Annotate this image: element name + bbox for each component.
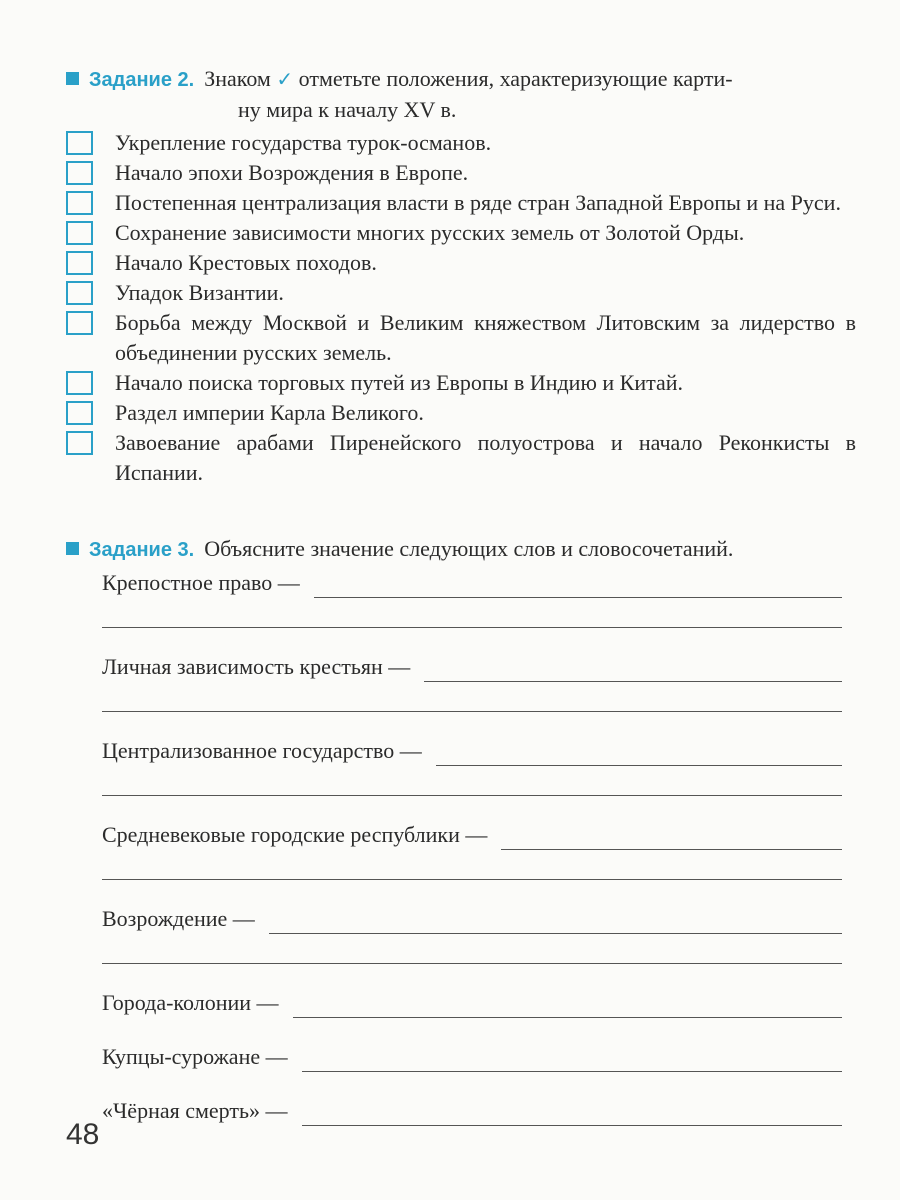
task-2-text-before: Знаком	[204, 66, 271, 91]
definition-row	[102, 988, 842, 1018]
statement-text: Постепенная централизация власти в ряде стран Западной Европы и на Руси.	[115, 190, 841, 215]
list-item	[66, 218, 856, 248]
answer-line[interactable]	[501, 827, 842, 850]
list-item	[66, 428, 856, 488]
answer-checkbox[interactable]	[66, 161, 93, 185]
task-2-heading	[66, 64, 866, 95]
answer-checkbox[interactable]	[66, 401, 93, 425]
answer-checkbox[interactable]	[66, 221, 93, 245]
answer-checkbox[interactable]	[66, 251, 93, 275]
answer-checkbox[interactable]	[66, 131, 93, 155]
answer-line[interactable]	[102, 850, 842, 880]
definition-term: «Чёрная смерть» —	[102, 1098, 288, 1123]
definition-term: Города-колонии —	[102, 990, 279, 1015]
task-3-definitions	[102, 568, 842, 1126]
definition-term: Крепостное право —	[102, 570, 300, 595]
list-item	[66, 248, 856, 278]
answer-line[interactable]	[269, 911, 842, 934]
task-3-text: Объясните значение следующих слов и словосочетаний.	[204, 536, 734, 561]
answer-line[interactable]	[302, 1103, 842, 1126]
statement-text: Сохранение зависимости многих русских земель от Золотой Орды.	[115, 220, 745, 245]
answer-checkbox[interactable]	[66, 311, 93, 335]
definition-row	[102, 1042, 842, 1072]
statement-text: Начало эпохи Возрождения в Европе.	[115, 160, 469, 185]
definition-row	[102, 652, 842, 682]
task-2-text-line1: отметьте положения, характеризующие карти-	[298, 66, 733, 91]
statement-text: Раздел империи Карла Великого.	[115, 400, 424, 425]
task-3-label: Задание 3.	[89, 539, 195, 561]
answer-checkbox[interactable]	[66, 431, 93, 455]
answer-line[interactable]	[424, 659, 842, 682]
answer-checkbox[interactable]	[66, 371, 93, 395]
definition-term: Личная зависимость крестьян —	[102, 654, 411, 679]
list-item	[66, 128, 856, 158]
answer-line[interactable]	[293, 995, 842, 1018]
list-item	[66, 368, 856, 398]
statement-text: Упадок Византии.	[115, 280, 284, 305]
definition-term: Централизованное государство —	[102, 738, 422, 763]
definition-term: Средневековые городские республики —	[102, 822, 488, 847]
statement-text: Борьба между Москвой и Великим княжеством Литовским за лидерство в объединении русских земель.	[115, 310, 856, 365]
page-number: 48	[66, 1118, 100, 1151]
answer-line[interactable]	[302, 1049, 842, 1072]
statement-text: Начало Крестовых походов.	[115, 250, 377, 275]
definition-term: Возрождение —	[102, 906, 255, 931]
task-bullet-icon	[66, 542, 79, 555]
list-item	[66, 158, 856, 188]
list-item	[66, 398, 856, 428]
definition-row	[102, 568, 842, 598]
check-icon: ✓	[276, 67, 294, 91]
statement-text: Начало поиска торговых путей из Европы в Индию и Китай.	[115, 370, 684, 395]
list-item	[66, 308, 856, 368]
task-2-label: Задание 2.	[89, 69, 195, 91]
answer-checkbox[interactable]	[66, 281, 93, 305]
answer-line[interactable]	[102, 766, 842, 796]
task-3-heading	[66, 534, 733, 565]
definition-term: Купцы-сурожане —	[102, 1044, 288, 1069]
definition-row	[102, 904, 842, 934]
answer-line[interactable]	[436, 743, 842, 766]
list-item	[66, 278, 856, 308]
task-2-statement-list	[66, 128, 856, 488]
answer-line[interactable]	[314, 575, 842, 598]
definition-row	[102, 820, 842, 850]
statement-text: Завоевание арабами Пиренейского полуострова и начало Реконкисты в Испании.	[115, 430, 856, 485]
definition-row	[102, 736, 842, 766]
list-item	[66, 188, 856, 218]
answer-line[interactable]	[102, 598, 842, 628]
answer-checkbox[interactable]	[66, 191, 93, 215]
statement-text: Укрепление государства турок-османов.	[115, 130, 492, 155]
answer-line[interactable]	[102, 682, 842, 712]
definition-row	[102, 1096, 842, 1126]
answer-line[interactable]	[102, 934, 842, 964]
task-2-text-line2: ну мира к началу XV в.	[238, 97, 457, 122]
task-bullet-icon	[66, 72, 79, 85]
